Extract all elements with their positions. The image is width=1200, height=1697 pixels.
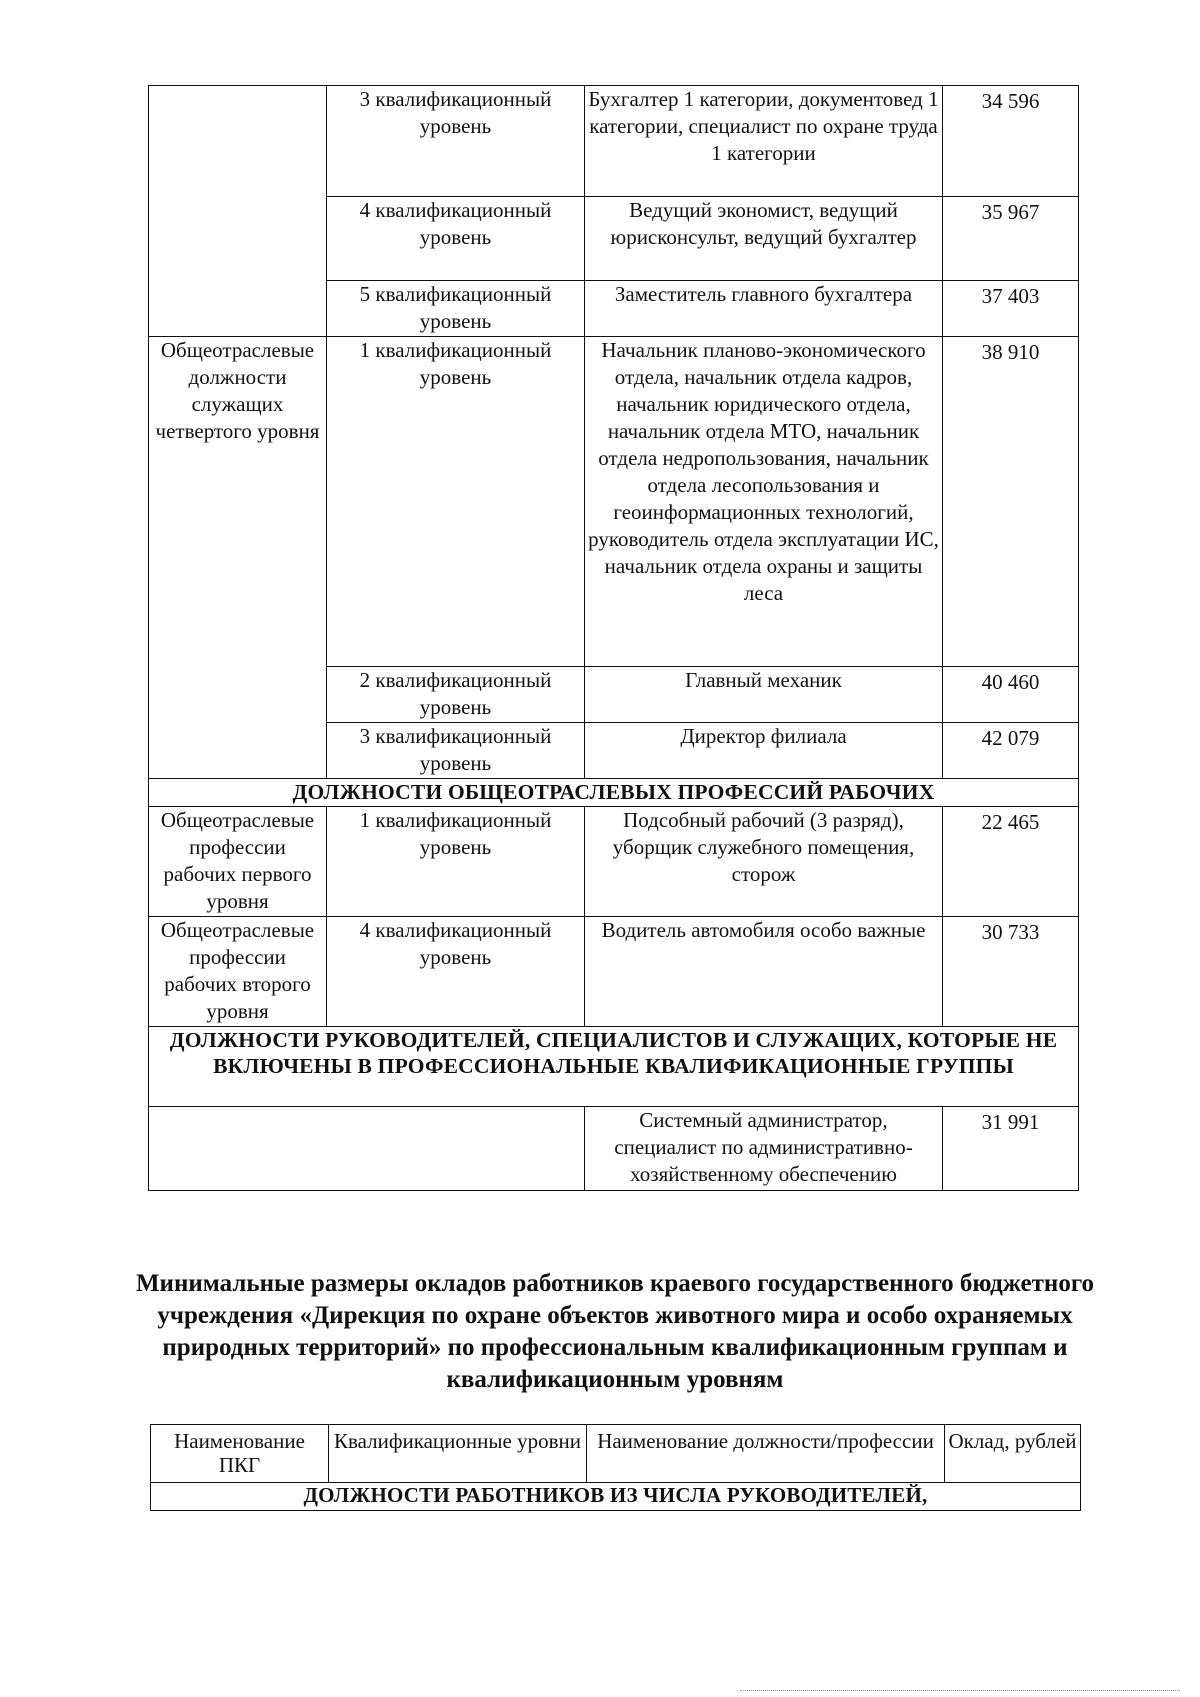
position-cell: Подсобный рабочий (3 разряд), уборщик служебного помещения, сторож [585,807,943,917]
salary-table [148,85,1079,1191]
salary-cell: 38 910 [943,337,1079,667]
group-cell: Общеотраслевые профессии рабочих второго уровня [149,917,327,1027]
position-cell: Системный администратор, специалист по административно-хозяйственному обеспечению [585,1107,943,1191]
group-cell-empty [149,86,327,337]
column-header: Оклад, рублей [945,1425,1081,1483]
position-cell: Бухгалтер 1 категории, документовед 1 категории, специалист по охране труда 1 категории [585,86,943,197]
column-header: Наименование должности/профессии [587,1425,945,1483]
group-cell: Общеотраслевые профессии рабочих первого уровня [149,807,327,917]
level-cell: 5 квалификационный уровень [327,281,585,337]
position-cell: Директор филиала [585,723,943,779]
group-cell-empty [149,1107,585,1191]
salary-cell: 22 465 [943,807,1079,917]
position-cell: Главный механик [585,667,943,723]
section-header-workers: ДОЛЖНОСТИ ОБЩЕОТРАСЛЕВЫХ ПРОФЕССИЙ РАБОЧИХ [149,779,1079,807]
column-header: Наименование ПКГ [151,1425,329,1483]
salary-cell: 30 733 [943,917,1079,1027]
level-cell: 1 квалификационный уровень [327,807,585,917]
footer-divider [740,1690,1180,1691]
position-cell: Ведущий экономист, ведущий юрисконсульт, ведущий бухгалтер [585,197,943,281]
level-cell: 2 квалификационный уровень [327,667,585,723]
column-header: Квалификационные уровни [329,1425,587,1483]
level-cell: 1 квалификационный уровень [327,337,585,667]
level-cell: 4 квалификационный уровень [327,917,585,1027]
salary-cell: 40 460 [943,667,1079,723]
position-cell: Начальник планово-экономического отдела, начальник отдела кадров, начальник юридического отдела, начальник отдела МТО, начальник отдела недропользования, начальник отдела лесопользования и геоинформационных технологий, руководитель отдела эксплуатации ИС, начальник отдела охраны и защиты леса [585,337,943,667]
salary-table-2 [150,1424,1081,1511]
position-cell: Заместитель главного бухгалтера [585,281,943,337]
salary-cell: 35 967 [943,197,1079,281]
level-cell: 3 квалификационный уровень [327,86,585,197]
salary-cell: 34 596 [943,86,1079,197]
level-cell: 4 квалификационный уровень [327,197,585,281]
salary-cell: 37 403 [943,281,1079,337]
section-header-managers: ДОЛЖНОСТИ РАБОТНИКОВ ИЗ ЧИСЛА РУКОВОДИТЕЛЕЙ, [151,1483,1081,1511]
section-heading: Минимальные размеры окладов работников краевого государственного бюджетного учреждения «Дирекция по охране объектов животного мира и особо охраняемых природных территорий» по профессиональным квалификационным группам и квалификационным уровням [135,1270,1095,1393]
group-cell: Общеотраслевые должности служащих четвертого уровня [149,337,327,779]
section-header-other: ДОЛЖНОСТИ РУКОВОДИТЕЛЕЙ, СПЕЦИАЛИСТОВ И СЛУЖАЩИХ, КОТОРЫЕ НЕ ВКЛЮЧЕНЫ В ПРОФЕССИОНАЛЬНЫЕ КВАЛИФИКАЦИОННЫЕ ГРУППЫ [149,1027,1079,1107]
salary-cell: 42 079 [943,723,1079,779]
level-cell: 3 квалификационный уровень [327,723,585,779]
salary-cell: 31 991 [943,1107,1079,1191]
position-cell: Водитель автомобиля особо важные [585,917,943,1027]
